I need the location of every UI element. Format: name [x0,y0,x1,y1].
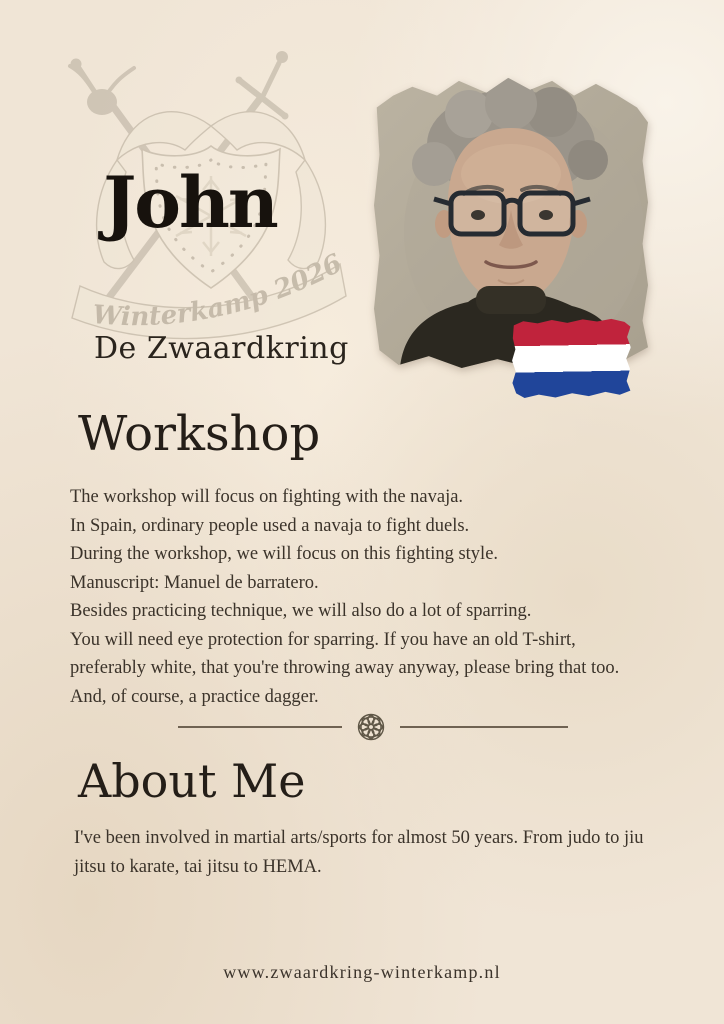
workshop-line: You will need eye protection for sparring. If you have an old T-shirt, [70,629,576,650]
workshop-line: In Spain, ordinary people used a navaja to fight duels. [70,515,470,536]
about-description [74,824,684,882]
rosette-icon [356,712,386,742]
website-url: www.zwaardkring-winterkamp.nl [223,962,501,982]
badge-text: Winterkamp 2026 [91,248,348,333]
workshop-line: And, of course, a practice dagger. [70,686,319,707]
divider-line-right [400,726,568,728]
instructor-name: John [103,161,277,244]
workshop-line: preferably white, that you're throwing away anyway, please bring that too. [70,658,620,678]
about-line: jitsu to karate, tai jitsu to HEMA. [74,857,322,877]
workshop-line: During the workshop, we will focus on this fighting style. [70,544,499,564]
workshop-line: Besides practicing technique, we will also do a lot of sparring. [70,601,532,621]
workshop-line: Manuscript: Manuel de barratero. [70,572,319,593]
about-line: I've been involved in martial arts/sports for almost 50 years. From judo to jiu [74,828,644,848]
divider-line-left [178,726,342,728]
workshop-line: The workshop will focus on fighting with the navaja. [70,487,464,507]
club-name: De Zwaardkring [94,331,349,366]
section-divider [178,712,568,742]
netherlands-flag-icon [511,317,631,399]
workshop-description [70,483,702,711]
workshop-title: Workshop [78,406,321,462]
about-title: About Me [78,754,306,808]
